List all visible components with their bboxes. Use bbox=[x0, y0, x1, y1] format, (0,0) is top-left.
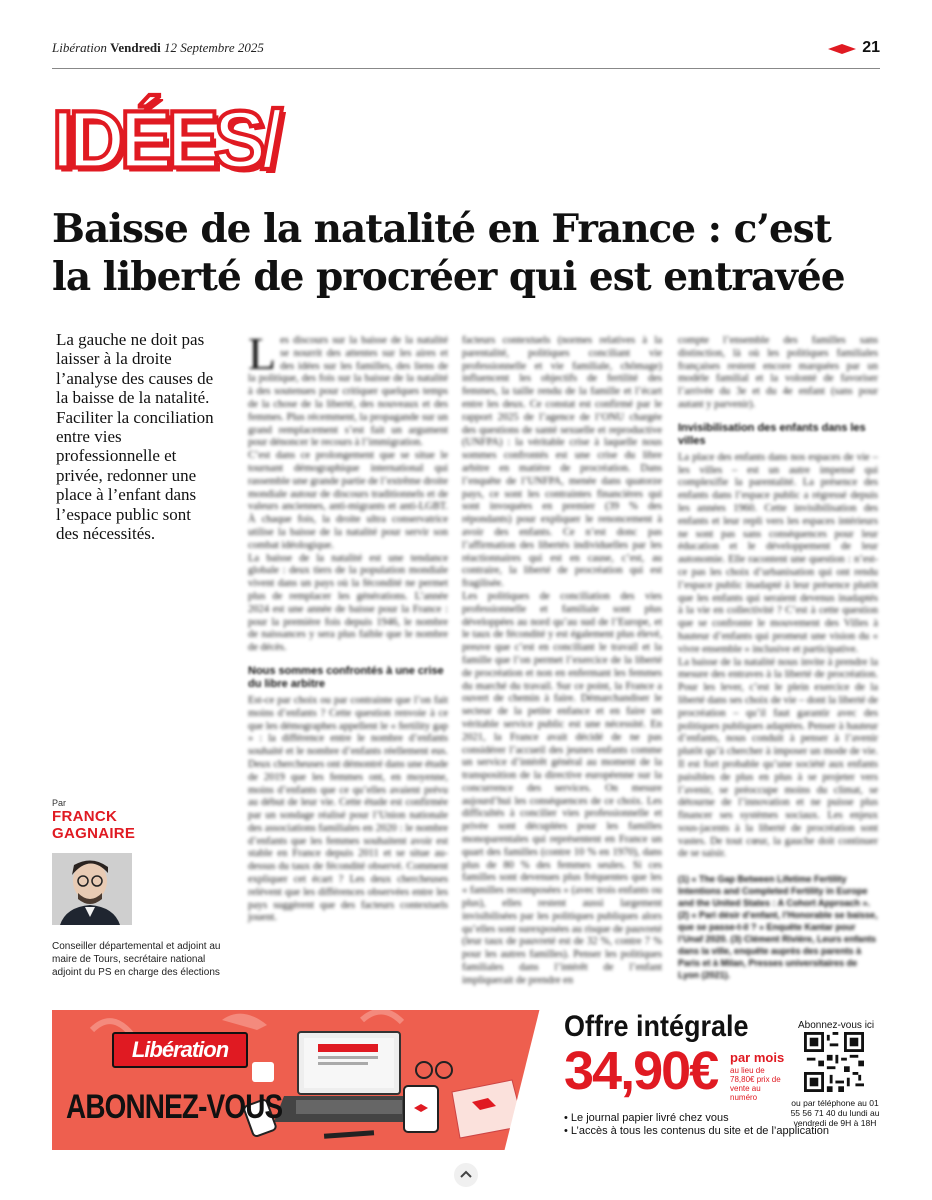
author-first-name: FRANCK bbox=[52, 808, 118, 825]
author-name bbox=[52, 808, 135, 842]
chevron-up-icon bbox=[454, 1163, 478, 1187]
headline-line-2: la liberté de procréer qui est entravée bbox=[52, 254, 845, 300]
standfirst: La gauche ne doit pas laisser à la droite l’analyse des causes de la baisse de la natalité. Faciliter la conciliation entre vies professionnelle et privée, redonner une place à l’enfant dans l’espace public sont des nécessités. bbox=[56, 330, 214, 544]
diamond-icon bbox=[828, 44, 856, 54]
author-last-name: GAGNAIRE bbox=[52, 825, 136, 842]
article-column-1: L es discours sur la baisse de la natalité se nourrit des attentes sur les aires et des idées sur les familles, des liens de la politique, des fois sur la baisse de la natalité à des soutenues pour critiquer quelques temps de la chose de la liberté, des nouveaux et des femmes. Plus récemment, la propagande sur un grand remplacement s’est fait un argument pour dénoncer le recours à l’immigration. C’est dans ce prolongement que se situe le tournant démographique international qui rassemble une grande partie de l’extrême droite mondiale autour de discours traditionnels et de valeurs anciennes, anti-migrants et anti-LGBT. À chaque fois, la droite ultra conservatrice utilise la baisse de la natalité pour servir son combat idéologique. La baisse de la natalité est une tendance globale : deux tiers de la population mondiale vivent dans un pays où la fécondité ne permet plus de remplacer les générations. L’année 2024 est une année de baisse pour la France : pour la première fois depuis 1946, le nombre de naissances y sera plus faible que le nombre de décès. Nous sommes confrontés à une crise du libre arbitre Est-ce par choix ou par contrainte que l’on fait moins d’enfants ? Cette question renvoie à ce que les démographes appellent le « fertility gap » : la différence entre le nombre d’enfants souhaité et le nombre d’enfants réellement eus. Deux chercheuses ont démontré dans une étude de 2019 que les femmes ont, en moyenne, moins d’enfants que ce qu’elles avaient prévu au début de leur vie. Cette étude est confirmée par un sondage réalisé pour l’Union nationale des associations familiales en 2020 : le nombre d’enfants que les femmes souhaitent avoir est stable en France depuis 2011 et se situe au-dessus du taux de fécondité observé. Comment expliquer cet écart ? Les deux chercheuses relèvent que les différences observées entre les pays suggèrent que des facteurs contextuels jouent. bbox=[248, 328, 448, 924]
offer-title: Offre intégrale bbox=[564, 1010, 749, 1043]
benefit-paper: • Le journal papier livré chez vous bbox=[564, 1112, 729, 1124]
phone-contact: ou par téléphone au 01 55 56 71 40 du lundi au vendredi de 9H à 18H bbox=[790, 1098, 880, 1128]
author-photo bbox=[52, 853, 132, 925]
subscribe-here-label: Abonnez-vous ici bbox=[798, 1020, 875, 1031]
headline bbox=[52, 205, 892, 301]
masthead-day: Vendredi bbox=[110, 40, 161, 55]
headline-line-1: Baisse de la natalité en France : c’est bbox=[52, 206, 831, 252]
price-note: au lieu de 78,80€ prix de vente au numéro bbox=[730, 1066, 781, 1102]
masthead-paper: Libération bbox=[52, 40, 107, 55]
author-description: Conseiller départemental et adjoint au maire de Tours, secrétaire national adjoint du PS en charge des élections bbox=[52, 941, 221, 978]
price-unit: par mois bbox=[730, 1050, 785, 1065]
benefit-digital: • L’accès à tous les contenus du site et de l’application bbox=[564, 1125, 829, 1137]
page-number: 21 bbox=[862, 39, 880, 56]
liberation-logo: Libération bbox=[112, 1032, 248, 1068]
masthead bbox=[52, 40, 264, 56]
masthead-date: 12 Septembre 2025 bbox=[163, 40, 264, 55]
subscribe-cta[interactable]: ABONNEZ-VOUS bbox=[66, 1088, 283, 1126]
scroll-up-button[interactable] bbox=[454, 1163, 478, 1187]
offer-price: 34,90€ bbox=[564, 1041, 718, 1101]
section-label: IDÉES/ bbox=[52, 92, 278, 186]
subscription-ad[interactable] bbox=[52, 1010, 884, 1150]
article-column-3: compte l’ensemble des familles sans distinction, là où les politiques familiales françaises restent encore marquées par un modèle familial et la volonté de favoriser l’arrivée du 3e et du 4e enfant (sans pour autant y parvenir). Invisibilisation des enfants dans les villes La place des enfants dans nos espaces de vie – les villes – est un autre impensé qui complexifie la parentalité. La présence des enfants dans l’espace public a régressé depuis les années 1960. Cette invisibilisation des enfants et leur repli vers les espaces intérieurs ne sont pas sans conséquences pour leur éducation et le développement de leur autonomie. Elle racontent une question : n’est-ce pas les choix d’urbanisation qui ont rendu l’espace public inadapté à leur présence plutôt que les enfants qui seraient devenus inadaptés à la vie en collectivité ? C’est à cette question que se confronte le mouvement des Villes à hauteur d’enfants qui promeut une vision du « vivre ensemble » inclusive et participative. La baisse de la natalité nous invite à prendre la mesure des entraves à la liberté de procréation. Pour les lever, c’est le plein exercice de la liberté dans ses choix de vie – dont la liberté de procréation – qu’il faut garantir avec des politiques publiques adaptées. Penser à hauteur d’enfants, nous conduit à penser à l’avenir plutôt qu’à chercher à imposer un mode de vie. Il est fort probable qu’une société aux enfants paisibles de plus en plus à se projeter vers l’avenir, se préoccupe moins du climat, se détourne de l’innovation et ne puisse plus financer ses systèmes sociaux. Les enjeux sous-jacents à la liberté de procréation sont vastes. De tout cœur, la gauche doit continuer de se saisir. (1) « The Gap Between Lifetime Fertility Intentions and Completed Fertility in Europe and the United States : A Cohort Approach ». (2) « Pari désir d’enfant, l’Honorable se baisse, que se passe-t-il ? » Enquête Kantar pour l’Unaf 2020. (3) Clément Rivière, Leurs enfants dans la ville, enquête auprès des parents à Paris et à Milan, Presses universitaires de Lyon (2021). bbox=[678, 335, 878, 981]
section-logo bbox=[52, 92, 278, 186]
article-column-2: facteurs contextuels (normes relatives à la parentalité, politiques conciliant vie professionnelle et vie familiale, chômage) influencent les objectifs de fertilité des femmes, la taille rendu de la famille et l’écart entre les deux. Ce constat est confirmé par le rapport 2025 de l’agence de l’ONU chargée des questions de santé sexuelle et reproductive (UNFPA) : la véritable crise à laquelle nous sommes confrontés est une crise du libre arbitre en matière de procréation. Dans l’enquête de l’UNFPA, menée dans quatorze pays, ce sont les contraintes financières qui sont invoquées en premier (39 % des répondants) pour expliquer le renoncement à avoir des enfants. Ce n’est donc pas l’affirmation des libertés individuelles par les réactionnaires qui est en cause, c’est, au contraire, la liberté de procréation qui est fragilisée. Les politiques de conciliation des vies professionnelle et familiale sont plus développées au nord qu’au sud de l’Europe, et le taux de fécondité y est également plus élevé, preuve que c’est en conciliant le travail et la famille que l’on permet l’exercice de la liberté de procréation et non en enfermant les femmes du marché du travail. Sur ce point, la France a ouvert de chemin à faire. Démarchandiser le secteur de la petite enfance et en faire un véritable service public est une nécessité. En 2021, la France avait décidé de ne pas considérer l’accueil des jeunes enfants comme un service d’intérêt général au moment de la transposition de la directive européenne sur la concurrence des services. On mesure aujourd’hui les conséquences de ce choix. Les difficultés à concilier vies professionnelle et privée sont décuplées pour les familles monoparentales qui représentent en France un quart des familles (contre 10 % en 1970), dans plus de 80 % des femmes seules. Si ces familles sont devenues plus fréquentes que les « familles recomposées » (avec trois enfants ou plus), elles restent aussi largement invisibilisées par les politiques publiques alors qu’elles sont surexposées au risque de pauvreté (leur taux de pauvreté est de 32 %, contre 7 % pour les autres familles). Penser les politiques familiales dans l’intérêt de l’enfant impliquerait de prendre en bbox=[462, 335, 662, 986]
masthead-rule bbox=[52, 68, 880, 69]
qr-code[interactable] bbox=[804, 1032, 864, 1092]
byline-prefix: Par bbox=[52, 798, 67, 808]
